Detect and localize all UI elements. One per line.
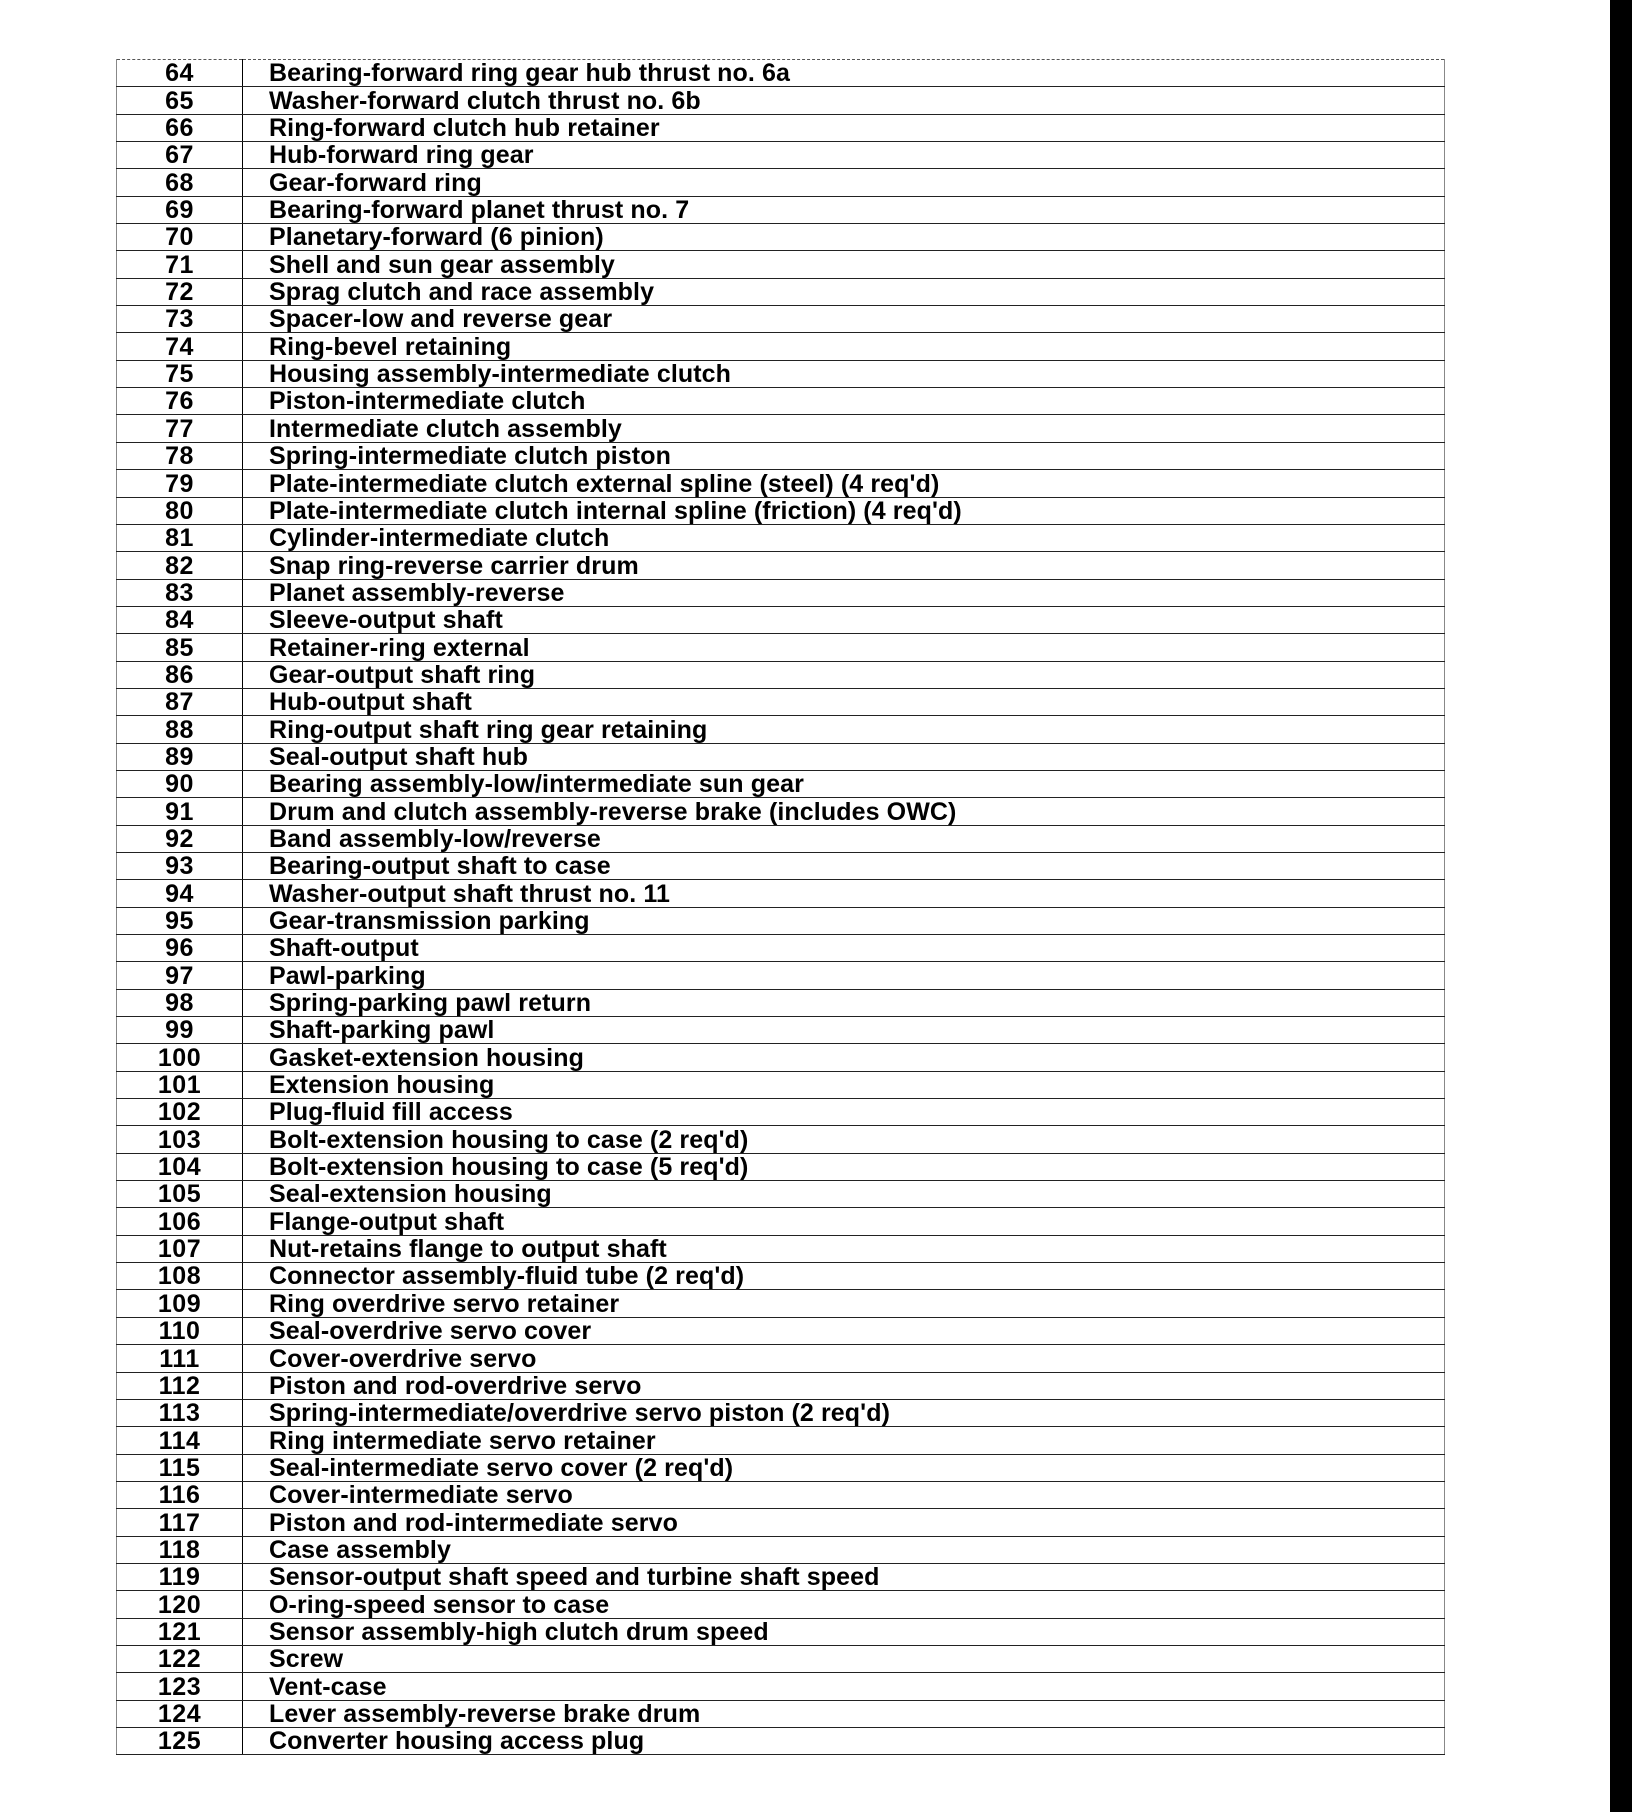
table-row: [117, 1290, 1445, 1317]
table-row: [117, 1591, 1445, 1618]
part-number: 87: [117, 688, 243, 715]
part-description: Seal-output shaft hub: [243, 743, 1445, 770]
table-row: [117, 1481, 1445, 1508]
part-description: Hub-forward ring gear: [243, 142, 1445, 169]
table-row: [117, 415, 1445, 442]
part-description: Spring-intermediate/overdrive servo piston (2 req'd): [243, 1399, 1445, 1426]
part-description: Bearing-forward planet thrust no. 7: [243, 196, 1445, 223]
table-row: [117, 1181, 1445, 1208]
part-number: 106: [117, 1208, 243, 1235]
table-row: [117, 1071, 1445, 1098]
table-row: [117, 825, 1445, 852]
part-description: Connector assembly-fluid tube (2 req'd): [243, 1263, 1445, 1290]
part-description: Ring-output shaft ring gear retaining: [243, 716, 1445, 743]
part-description: Shell and sun gear assembly: [243, 251, 1445, 278]
part-description: Washer-forward clutch thrust no. 6b: [243, 87, 1445, 114]
part-number: 110: [117, 1317, 243, 1344]
table-row: [117, 579, 1445, 606]
part-description: Bearing-output shaft to case: [243, 852, 1445, 879]
table-row: [117, 634, 1445, 661]
part-description: Sensor assembly-high clutch drum speed: [243, 1618, 1445, 1645]
part-number: 67: [117, 142, 243, 169]
table-row: [117, 1126, 1445, 1153]
part-description: Bolt-extension housing to case (2 req'd): [243, 1126, 1445, 1153]
part-number: 76: [117, 388, 243, 415]
table-row: [117, 1727, 1445, 1754]
part-number: 83: [117, 579, 243, 606]
table-row: [117, 770, 1445, 797]
part-description: Plate-intermediate clutch internal spline (friction) (4 req'd): [243, 497, 1445, 524]
part-number: 107: [117, 1235, 243, 1262]
part-number: 99: [117, 1017, 243, 1044]
table-row: [117, 1345, 1445, 1372]
part-number: 104: [117, 1153, 243, 1180]
part-description: Piston-intermediate clutch: [243, 388, 1445, 415]
part-number: 118: [117, 1536, 243, 1563]
part-number: 119: [117, 1563, 243, 1590]
table-row: [117, 360, 1445, 387]
part-number: 124: [117, 1700, 243, 1727]
part-number: 64: [117, 60, 243, 87]
table-row: [117, 606, 1445, 633]
part-number: 97: [117, 962, 243, 989]
table-row: [117, 1427, 1445, 1454]
part-number: 86: [117, 661, 243, 688]
part-description: Seal-overdrive servo cover: [243, 1317, 1445, 1344]
table-row: [117, 278, 1445, 305]
table-row: [117, 60, 1445, 87]
table-row: [117, 1536, 1445, 1563]
part-description: Housing assembly-intermediate clutch: [243, 360, 1445, 387]
part-number: 100: [117, 1044, 243, 1071]
table-row: [117, 1153, 1445, 1180]
scan-edge-bar: [1610, 0, 1632, 1812]
table-row: [117, 114, 1445, 141]
part-description: Seal-extension housing: [243, 1181, 1445, 1208]
part-description: Spring-parking pawl return: [243, 989, 1445, 1016]
part-number: 116: [117, 1481, 243, 1508]
part-number: 91: [117, 798, 243, 825]
part-description: Gear-forward ring: [243, 169, 1445, 196]
part-description: Bolt-extension housing to case (5 req'd): [243, 1153, 1445, 1180]
part-number: 105: [117, 1181, 243, 1208]
part-description: Ring intermediate servo retainer: [243, 1427, 1445, 1454]
part-number: 70: [117, 224, 243, 251]
part-number: 71: [117, 251, 243, 278]
part-number: 112: [117, 1372, 243, 1399]
part-number: 65: [117, 87, 243, 114]
part-description: Planetary-forward (6 pinion): [243, 224, 1445, 251]
table-row: [117, 442, 1445, 469]
part-number: 102: [117, 1099, 243, 1126]
part-description: Converter housing access plug: [243, 1727, 1445, 1754]
part-number: 103: [117, 1126, 243, 1153]
part-number: 123: [117, 1673, 243, 1700]
part-description: Ring-bevel retaining: [243, 333, 1445, 360]
part-number: 122: [117, 1645, 243, 1672]
part-description: Cylinder-intermediate clutch: [243, 524, 1445, 551]
part-description: Planet assembly-reverse: [243, 579, 1445, 606]
part-number: 69: [117, 196, 243, 223]
parts-list-table: [116, 59, 1445, 1755]
table-row: [117, 1673, 1445, 1700]
part-number: 93: [117, 852, 243, 879]
part-number: 84: [117, 606, 243, 633]
part-number: 90: [117, 770, 243, 797]
part-number: 113: [117, 1399, 243, 1426]
table-row: [117, 497, 1445, 524]
part-number: 85: [117, 634, 243, 661]
table-row: [117, 907, 1445, 934]
part-number: 82: [117, 552, 243, 579]
table-row: [117, 333, 1445, 360]
table-row: [117, 1099, 1445, 1126]
part-number: 121: [117, 1618, 243, 1645]
table-row: [117, 1017, 1445, 1044]
table-row: [117, 306, 1445, 333]
part-description: Lever assembly-reverse brake drum: [243, 1700, 1445, 1727]
part-number: 108: [117, 1263, 243, 1290]
table-row: [117, 87, 1445, 114]
part-description: Ring-forward clutch hub retainer: [243, 114, 1445, 141]
part-description: Spacer-low and reverse gear: [243, 306, 1445, 333]
part-description: Gasket-extension housing: [243, 1044, 1445, 1071]
part-description: Plug-fluid fill access: [243, 1099, 1445, 1126]
table-row: [117, 1235, 1445, 1262]
part-number: 94: [117, 880, 243, 907]
table-row: [117, 251, 1445, 278]
parts-list-body: [117, 60, 1445, 1755]
table-row: [117, 196, 1445, 223]
part-description: Vent-case: [243, 1673, 1445, 1700]
part-description: Bearing-forward ring gear hub thrust no. 6a: [243, 60, 1445, 87]
table-row: [117, 1700, 1445, 1727]
part-description: Piston and rod-overdrive servo: [243, 1372, 1445, 1399]
part-description: Hub-output shaft: [243, 688, 1445, 715]
table-row: [117, 524, 1445, 551]
part-description: Spring-intermediate clutch piston: [243, 442, 1445, 469]
part-number: 114: [117, 1427, 243, 1454]
table-row: [117, 1563, 1445, 1590]
table-row: [117, 1208, 1445, 1235]
part-description: O-ring-speed sensor to case: [243, 1591, 1445, 1618]
part-number: 95: [117, 907, 243, 934]
part-number: 89: [117, 743, 243, 770]
part-description: Shaft-output: [243, 935, 1445, 962]
part-description: Washer-output shaft thrust no. 11: [243, 880, 1445, 907]
part-description: Retainer-ring external: [243, 634, 1445, 661]
table-row: [117, 1372, 1445, 1399]
table-row: [117, 1263, 1445, 1290]
table-row: [117, 1509, 1445, 1536]
part-number: 79: [117, 470, 243, 497]
table-row: [117, 962, 1445, 989]
part-description: Nut-retains flange to output shaft: [243, 1235, 1445, 1262]
table-row: [117, 470, 1445, 497]
table-row: [117, 798, 1445, 825]
part-description: Band assembly-low/reverse: [243, 825, 1445, 852]
part-number: 81: [117, 524, 243, 551]
part-description: Gear-transmission parking: [243, 907, 1445, 934]
table-row: [117, 224, 1445, 251]
part-number: 109: [117, 1290, 243, 1317]
part-number: 74: [117, 333, 243, 360]
part-description: Drum and clutch assembly-reverse brake (includes OWC): [243, 798, 1445, 825]
table-row: [117, 169, 1445, 196]
part-description: Pawl-parking: [243, 962, 1445, 989]
table-row: [117, 1645, 1445, 1672]
part-number: 68: [117, 169, 243, 196]
part-description: Sensor-output shaft speed and turbine shaft speed: [243, 1563, 1445, 1590]
table-row: [117, 989, 1445, 1016]
table-row: [117, 716, 1445, 743]
part-description: Ring overdrive servo retainer: [243, 1290, 1445, 1317]
table-row: [117, 1618, 1445, 1645]
part-description: Seal-intermediate servo cover (2 req'd): [243, 1454, 1445, 1481]
table-row: [117, 1454, 1445, 1481]
part-description: Screw: [243, 1645, 1445, 1672]
table-row: [117, 552, 1445, 579]
part-description: Intermediate clutch assembly: [243, 415, 1445, 442]
part-number: 75: [117, 360, 243, 387]
part-description: Piston and rod-intermediate servo: [243, 1509, 1445, 1536]
part-description: Bearing assembly-low/intermediate sun gear: [243, 770, 1445, 797]
table-row: [117, 935, 1445, 962]
part-description: Case assembly: [243, 1536, 1445, 1563]
part-description: Cover-overdrive servo: [243, 1345, 1445, 1372]
part-description: Snap ring-reverse carrier drum: [243, 552, 1445, 579]
part-number: 92: [117, 825, 243, 852]
table-row: [117, 688, 1445, 715]
part-number: 98: [117, 989, 243, 1016]
part-number: 73: [117, 306, 243, 333]
part-number: 115: [117, 1454, 243, 1481]
part-number: 117: [117, 1509, 243, 1536]
part-number: 72: [117, 278, 243, 305]
part-number: 125: [117, 1727, 243, 1754]
part-description: Cover-intermediate servo: [243, 1481, 1445, 1508]
part-number: 96: [117, 935, 243, 962]
table-row: [117, 880, 1445, 907]
part-number: 66: [117, 114, 243, 141]
part-number: 78: [117, 442, 243, 469]
part-description: Flange-output shaft: [243, 1208, 1445, 1235]
part-number: 111: [117, 1345, 243, 1372]
part-description: Extension housing: [243, 1071, 1445, 1098]
part-description: Gear-output shaft ring: [243, 661, 1445, 688]
table-row: [117, 1044, 1445, 1071]
part-number: 101: [117, 1071, 243, 1098]
part-description: Plate-intermediate clutch external spline (steel) (4 req'd): [243, 470, 1445, 497]
table-row: [117, 142, 1445, 169]
part-number: 77: [117, 415, 243, 442]
table-row: [117, 1399, 1445, 1426]
part-number: 88: [117, 716, 243, 743]
part-number: 120: [117, 1591, 243, 1618]
table-row: [117, 661, 1445, 688]
part-description: Shaft-parking pawl: [243, 1017, 1445, 1044]
table-row: [117, 743, 1445, 770]
part-number: 80: [117, 497, 243, 524]
table-row: [117, 852, 1445, 879]
part-description: Sprag clutch and race assembly: [243, 278, 1445, 305]
table-row: [117, 388, 1445, 415]
part-description: Sleeve-output shaft: [243, 606, 1445, 633]
table-row: [117, 1317, 1445, 1344]
